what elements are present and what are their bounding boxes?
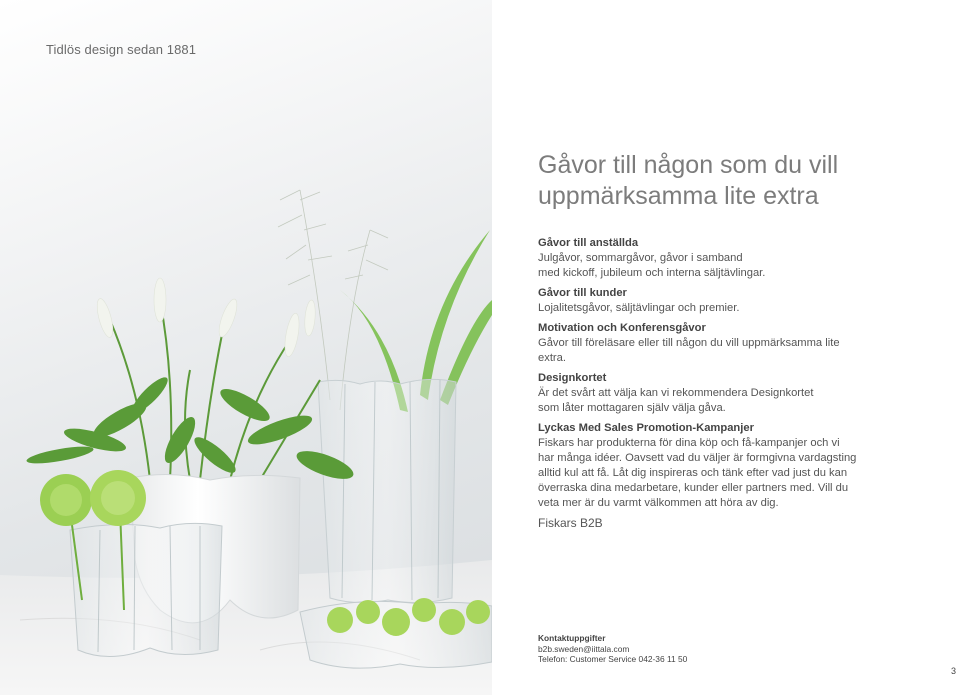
section-title: Gåvor till kunder [538,287,627,299]
section-body: Fiskars har produkterna för dina köp och få-kampanjer och vi har många idéer. Oavsett vad du väljer är formgivna vardagsting alltid kul att få. Låt dig inspireras och tänk efter vad just du kan överraska dina medarbetare, kunder eller partners med. Vill du veta mer är du varmt välkommen att höra av dig. [538,437,857,509]
section-title: Designkortet [538,372,607,384]
section-title: Lyckas Med Sales Promotion-Kampanjer [538,422,754,434]
contact-block [538,633,687,665]
section-body: Julgåvor, sommargåvor, gåvor i samband med kickoff, jubileum och interna säljtävlingar. [538,252,766,279]
section-designkortet [538,371,868,416]
section-title: Gåvor till anställda [538,237,639,249]
section-title: Motivation och Konferensgåvor [538,322,706,334]
headline-line-1: Gåvor till någon som du vill [538,151,839,179]
tagline: Tidlös design sedan 1881 [46,42,197,57]
gift-sections [538,236,868,516]
section-motivation-gifts [538,321,868,366]
contact-title: Kontaktuppgifter [538,633,606,643]
page-number: 3 [950,666,956,676]
section-sales-promotion [538,421,868,511]
brand-name: Fiskars B2B [538,516,603,530]
section-body: Lojalitetsgåvor, säljtävlingar och premier. [538,302,740,314]
page-headline [538,150,938,212]
section-body: Är det svårt att välja kan vi rekommendera Designkortet som låter mottagaren själv välja gåva. [538,387,814,414]
headline-line-2: uppmärksamma lite extra [538,182,819,210]
section-body: Gåvor till föreläsare eller till någon du vill uppmärksamma lite extra. [538,337,840,364]
section-customer-gifts [538,286,868,316]
contact-phone: Telefon: Customer Service 042-36 11 50 [538,654,688,664]
contact-email[interactable]: b2b.sweden@iittala.com [538,643,630,654]
section-employee-gifts [538,236,868,281]
